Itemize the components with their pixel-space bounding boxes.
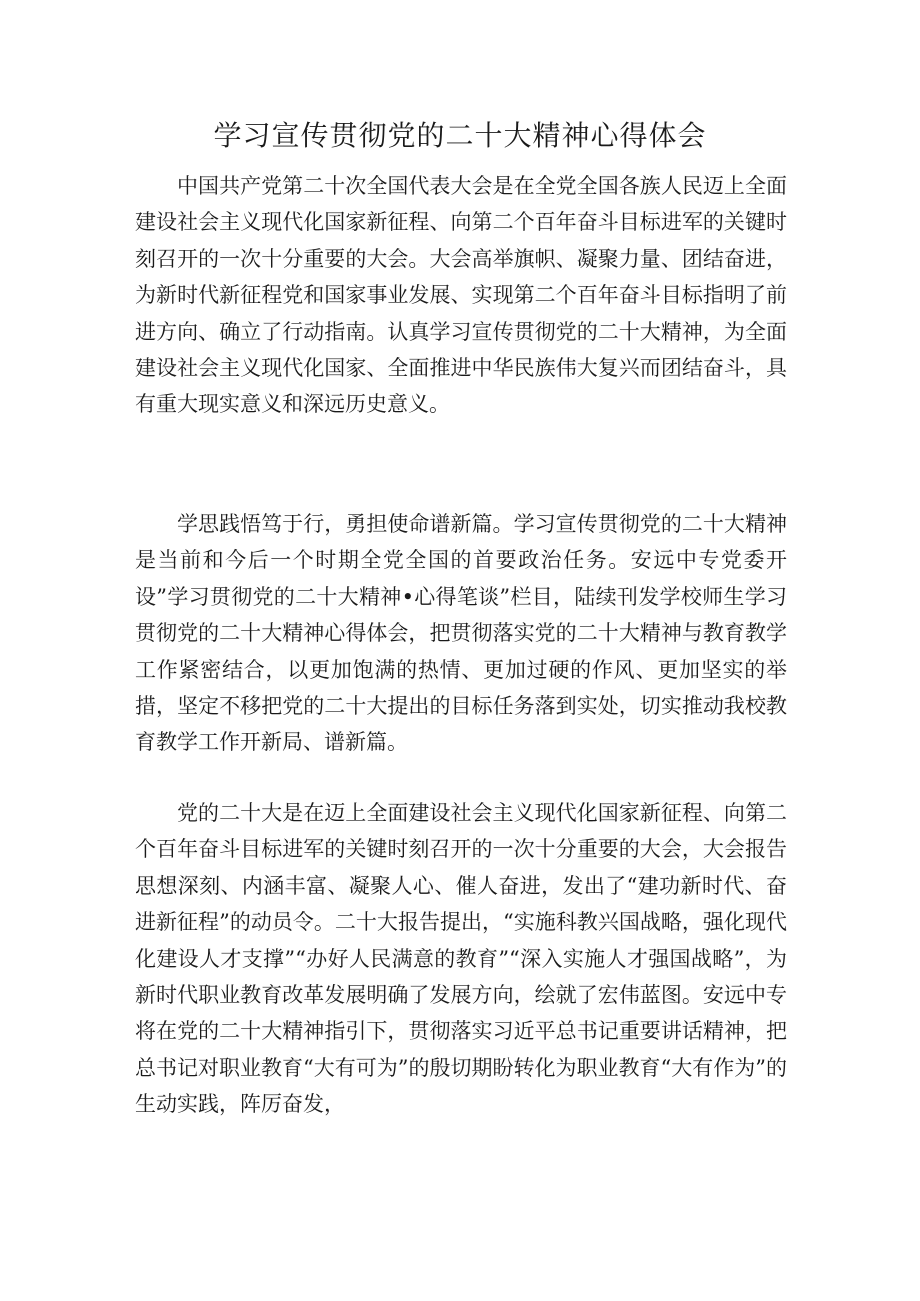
paragraph-2: 学思践悟笃于行，勇担使命谱新篇。学习宣传贯彻党的二十大精神是当前和今后一个时期全党全国的首要政治任务。安远中专党委开设”学习贯彻党的二十大精神•心得笔谈”栏目，陆续刊发学校师生学习贯彻党的二十大精神心得体会，把贯彻落实党的二十大精神与教育教学工作紧密结合，以更加饱满的热情、更加过硬的作风、更加坚实的举措，坚定不移把党的二十大提出的目标任务落到实处，切实推动我校教育教学工作开新局、谱新篇。 xyxy=(135,512,787,755)
paragraph-3: 党的二十大是在迈上全面建设社会主义现代化国家新征程、向第二个百年奋斗目标进军的关键时刻召开的一次十分重要的大会，大会报告思想深刻、内涵丰富、凝聚人心、催人奋进，发出了“建功新时代、奋进新征程”的动员令。二十大报告提出，“实施科教兴国战略，强化现代化建设人才支撑”“办好人民满意的教育”“深入实施人才强国战略”，为新时代职业教育改革发展明确了发展方向，绘就了宏伟蓝图。安远中专将在党的二十大精神指引下，贯彻落实习近平总书记重要讲话精神，把总书记对职业教育“大有可为”的殷切期盼转化为职业教育“大有作为”的生动实践，阵厉奋发， xyxy=(135,801,787,1117)
document-title: 学习宣传贯彻党的二十大精神心得体会 xyxy=(213,119,707,152)
paragraph-1: 中国共产党第二十次全国代表大会是在全党全国各族人民迈上全面建设社会主义现代化国家新征程、向第二个百年奋斗目标进军的关键时刻召开的一次十分重要的大会。大会高举旗帜、凝聚力量、团结奋进，为新时代新征程党和国家事业发展、实现第二个百年奋斗目标指明了前进方向、确立了行动指南。认真学习宣传贯彻党的二十大精神，为全面建设社会主义现代化国家、全面推进中华民族伟大复兴而团结奋斗，具有重大现实意义和深远历史意义。 xyxy=(135,174,787,417)
